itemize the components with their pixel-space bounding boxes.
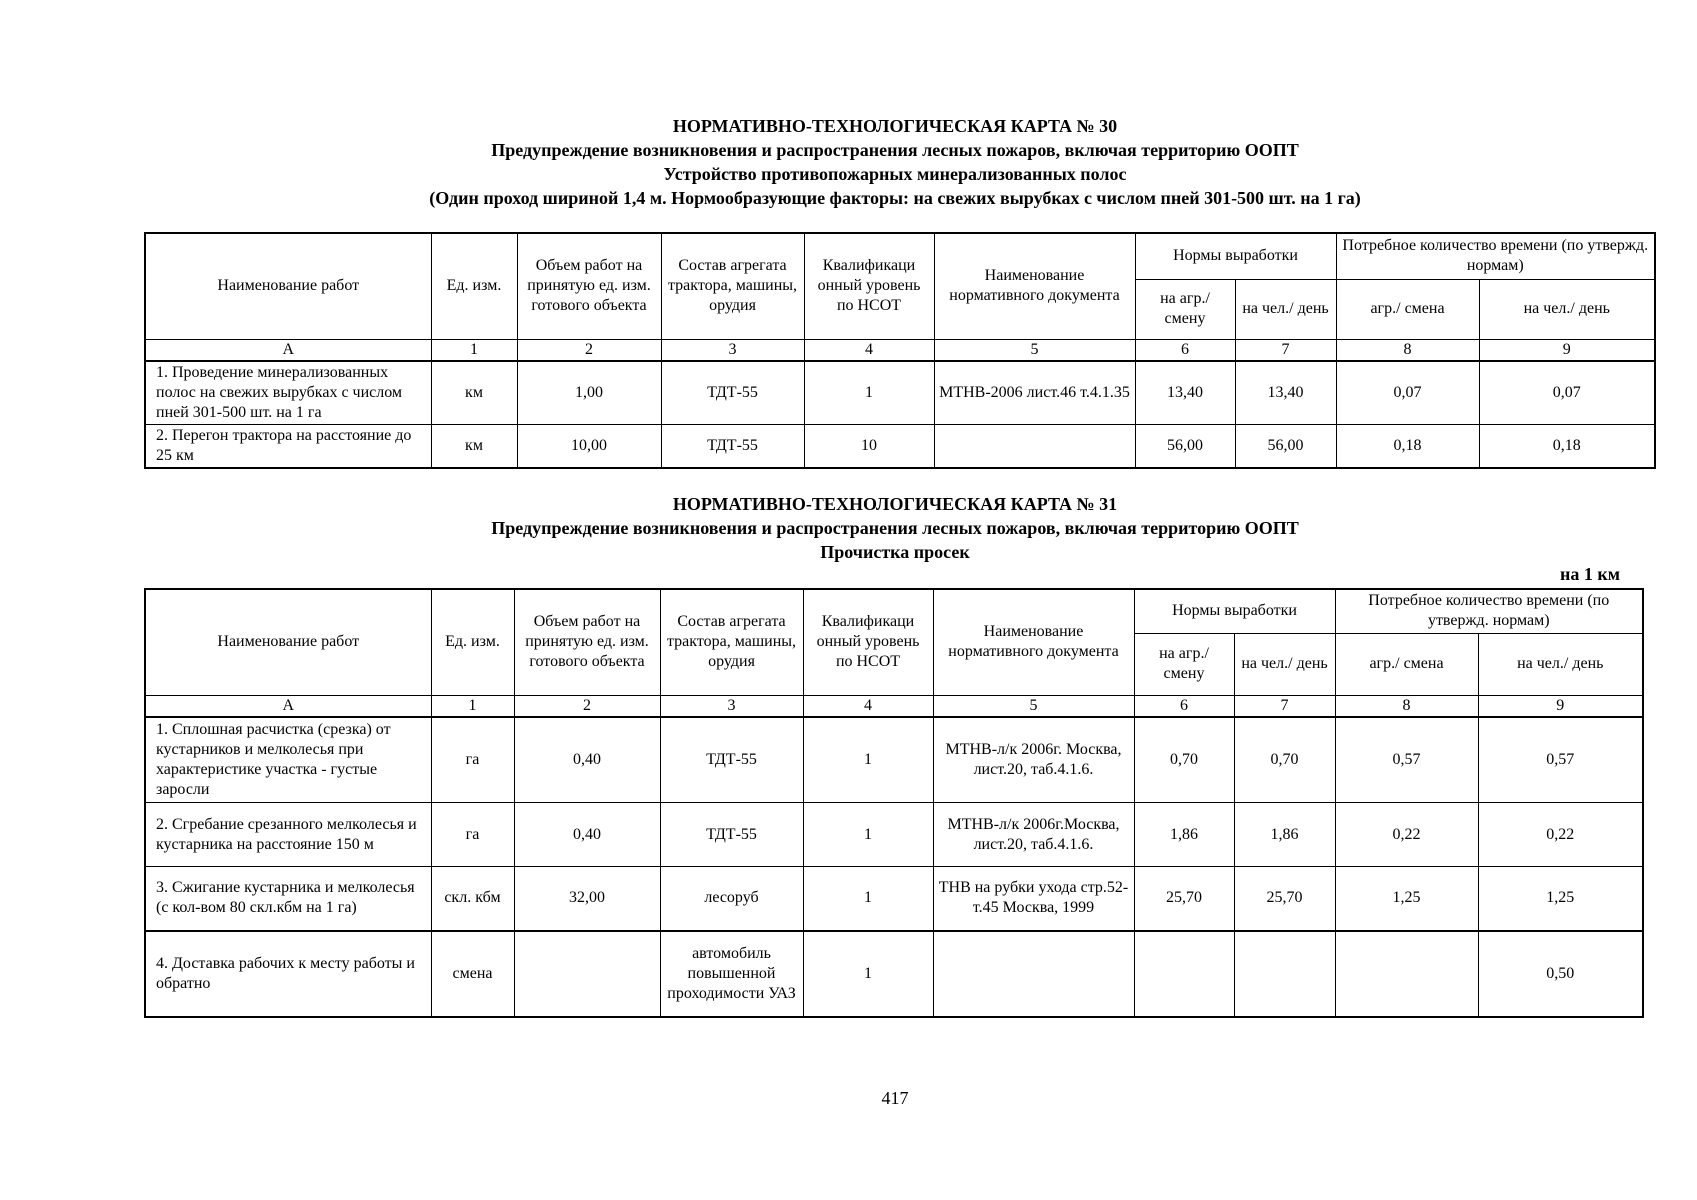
qualification-cell: 1 [803, 867, 933, 931]
header-norms: Нормы выработки [1135, 233, 1336, 279]
volume-cell: 0,40 [514, 717, 660, 803]
header-unit: Ед. изм. [431, 589, 514, 695]
document-cell [933, 931, 1134, 1017]
time-person-cell: 0,22 [1478, 803, 1643, 867]
unit-note: на 1 км [1559, 564, 1620, 584]
aggregate-cell: ТДТ-55 [661, 425, 804, 468]
table-row [145, 867, 1643, 931]
time-agr-cell: 0,57 [1335, 717, 1478, 803]
volume-cell: 0,40 [514, 803, 660, 867]
index-cell: 1 [431, 695, 514, 717]
header-document: Наименование нормативного документа [934, 233, 1135, 339]
header-qualification: Квалификаци онный уровень по НСОТ [803, 589, 933, 695]
unit-cell: га [431, 803, 514, 867]
card31-heading [0, 492, 1697, 564]
index-cell: А [145, 695, 431, 717]
header-norms-person: на чел./ день [1235, 279, 1336, 339]
volume-cell [514, 931, 660, 1017]
index-cell: 3 [660, 695, 803, 717]
work-name: 4. Доставка рабочих к месту работы и обратно [145, 931, 431, 1017]
norms-agr-cell: 25,70 [1134, 867, 1234, 931]
index-cell: 5 [933, 695, 1134, 717]
card30-table [144, 232, 1656, 469]
index-cell: 4 [803, 695, 933, 717]
norms-agr-cell: 1,86 [1134, 803, 1234, 867]
qualification-cell: 1 [803, 931, 933, 1017]
norms-agr-cell: 13,40 [1135, 361, 1235, 425]
card31-table [144, 588, 1644, 1018]
unit-cell: скл. кбм [431, 867, 514, 931]
index-cell: 3 [661, 339, 804, 361]
unit-cell: км [431, 361, 517, 425]
volume-cell: 1,00 [517, 361, 661, 425]
document-cell: МТНВ-2006 лист.46 т.4.1.35 [934, 361, 1135, 425]
index-cell: 2 [514, 695, 660, 717]
work-name: 3. Сжигание кустарника и мелколесья (с кол-вом 80 скл.кбм на 1 га) [145, 867, 431, 931]
header-time: Потребное количество времени (по утвержд. нормам) [1336, 233, 1655, 279]
header-norms: Нормы выработки [1134, 589, 1335, 633]
time-person-cell: 0,50 [1478, 931, 1643, 1017]
table-row [145, 425, 1655, 468]
norms-person-cell: 1,86 [1234, 803, 1335, 867]
header-time: Потребное количество времени (по утвержд. нормам) [1335, 589, 1643, 633]
document-cell [934, 425, 1135, 468]
card31-title: НОРМАТИВНО-ТЕХНОЛОГИЧЕСКАЯ КАРТА № 31 [672, 494, 1118, 514]
header-name: Наименование работ [145, 589, 431, 695]
aggregate-cell: ТДТ-55 [660, 803, 803, 867]
header-aggregate: Состав агрегата трактора, машины, орудия [661, 233, 804, 339]
qualification-cell: 10 [804, 425, 934, 468]
card30-heading [0, 114, 1697, 210]
index-cell: 5 [934, 339, 1135, 361]
time-agr-cell: 1,25 [1335, 867, 1478, 931]
aggregate-cell: лесоруб [660, 867, 803, 931]
volume-cell: 10,00 [517, 425, 661, 468]
header-unit: Ед. изм. [431, 233, 517, 339]
card30-subtitle3: (Один проход шириной 1,4 м. Нормообразующие факторы: на свежих вырубках с числом пней 301-500 шт. на 1 га) [429, 188, 1361, 208]
time-person-cell: 0,18 [1479, 425, 1655, 468]
time-agr-cell: 0,22 [1335, 803, 1478, 867]
header-norms-agr: на агр./ смену [1135, 279, 1235, 339]
header-name: Наименование работ [145, 233, 431, 339]
norms-agr-cell [1134, 931, 1234, 1017]
norms-person-cell [1234, 931, 1335, 1017]
header-volume: Объем работ на принятую ед. изм. готового объекта [517, 233, 661, 339]
table-row [145, 361, 1655, 425]
index-row [145, 695, 1643, 717]
index-row [145, 339, 1655, 361]
index-cell: 1 [431, 339, 517, 361]
table-row [145, 717, 1643, 803]
time-agr-cell [1335, 931, 1478, 1017]
norms-person-cell: 13,40 [1235, 361, 1336, 425]
index-cell: 6 [1135, 339, 1235, 361]
qualification-cell: 1 [803, 803, 933, 867]
card30-subtitle2: Устройство противопожарных минерализованных полос [663, 164, 1127, 184]
card31-subtitle2: Прочистка просек [820, 542, 970, 562]
index-cell: А [145, 339, 431, 361]
document-cell: МТНВ-л/к 2006г.Москва, лист.20, таб.4.1.6. [933, 803, 1134, 867]
header-norms-agr: на агр./ смену [1134, 633, 1234, 695]
table-row [145, 803, 1643, 867]
time-agr-cell: 0,07 [1336, 361, 1479, 425]
qualification-cell: 1 [804, 361, 934, 425]
work-name: 1. Сплошная расчистка (срезка) от кустарников и мелколесья при характеристике участка - густые заросли [145, 717, 431, 803]
index-cell: 8 [1335, 695, 1478, 717]
work-name: 2. Перегон трактора на расстояние до 25 км [145, 425, 431, 468]
time-person-cell: 1,25 [1478, 867, 1643, 931]
card31-subtitle1: Предупреждение возникновения и распространения лесных пожаров, включая территорию ООПТ [491, 518, 1299, 538]
card30-title: НОРМАТИВНО-ТЕХНОЛОГИЧЕСКАЯ КАРТА № 30 [672, 116, 1118, 136]
unit-cell: смена [431, 931, 514, 1017]
header-aggregate: Состав агрегата трактора, машины, орудия [660, 589, 803, 695]
work-name: 2. Сгребание срезанного мелколесья и кустарника на расстояние 150 м [145, 803, 431, 867]
index-cell: 2 [517, 339, 661, 361]
header-qualification: Квалификаци онный уровень по НСОТ [804, 233, 934, 339]
norms-person-cell: 0,70 [1234, 717, 1335, 803]
header-time-person: на чел./ день [1478, 633, 1643, 695]
aggregate-cell: автомобиль повышенной проходимости УАЗ [660, 931, 803, 1017]
aggregate-cell: ТДТ-55 [661, 361, 804, 425]
time-agr-cell: 0,18 [1336, 425, 1479, 468]
table-row [145, 931, 1643, 1017]
header-time-agr: агр./ смена [1336, 279, 1479, 339]
time-person-cell: 0,57 [1478, 717, 1643, 803]
header-volume: Объем работ на принятую ед. изм. готового объекта [514, 589, 660, 695]
work-name: 1. Проведение минерализованных полос на свежих вырубках с числом пней 301-500 шт. на 1 га [145, 361, 431, 425]
index-cell: 9 [1478, 695, 1643, 717]
header-document: Наименование нормативного документа [933, 589, 1134, 695]
aggregate-cell: ТДТ-55 [660, 717, 803, 803]
index-cell: 6 [1134, 695, 1234, 717]
document-cell: ТНВ на рубки ухода стр.52-т.45 Москва, 1999 [933, 867, 1134, 931]
index-cell: 7 [1235, 339, 1336, 361]
norms-person-cell: 56,00 [1235, 425, 1336, 468]
header-time-person: на чел./ день [1479, 279, 1655, 339]
card30-subtitle1: Предупреждение возникновения и распространения лесных пожаров, включая территорию ООПТ [491, 140, 1299, 160]
unit-cell: км [431, 425, 517, 468]
header-time-agr: агр./ смена [1335, 633, 1478, 695]
page-number: 417 [881, 1088, 909, 1108]
norms-person-cell: 25,70 [1234, 867, 1335, 931]
header-norms-person: на чел./ день [1234, 633, 1335, 695]
norms-agr-cell: 56,00 [1135, 425, 1235, 468]
time-person-cell: 0,07 [1479, 361, 1655, 425]
index-cell: 7 [1234, 695, 1335, 717]
volume-cell: 32,00 [514, 867, 660, 931]
index-cell: 8 [1336, 339, 1479, 361]
index-cell: 9 [1479, 339, 1655, 361]
document-cell: МТНВ-л/к 2006г. Москва, лист.20, таб.4.1.6. [933, 717, 1134, 803]
norms-agr-cell: 0,70 [1134, 717, 1234, 803]
qualification-cell: 1 [803, 717, 933, 803]
unit-cell: га [431, 717, 514, 803]
index-cell: 4 [804, 339, 934, 361]
